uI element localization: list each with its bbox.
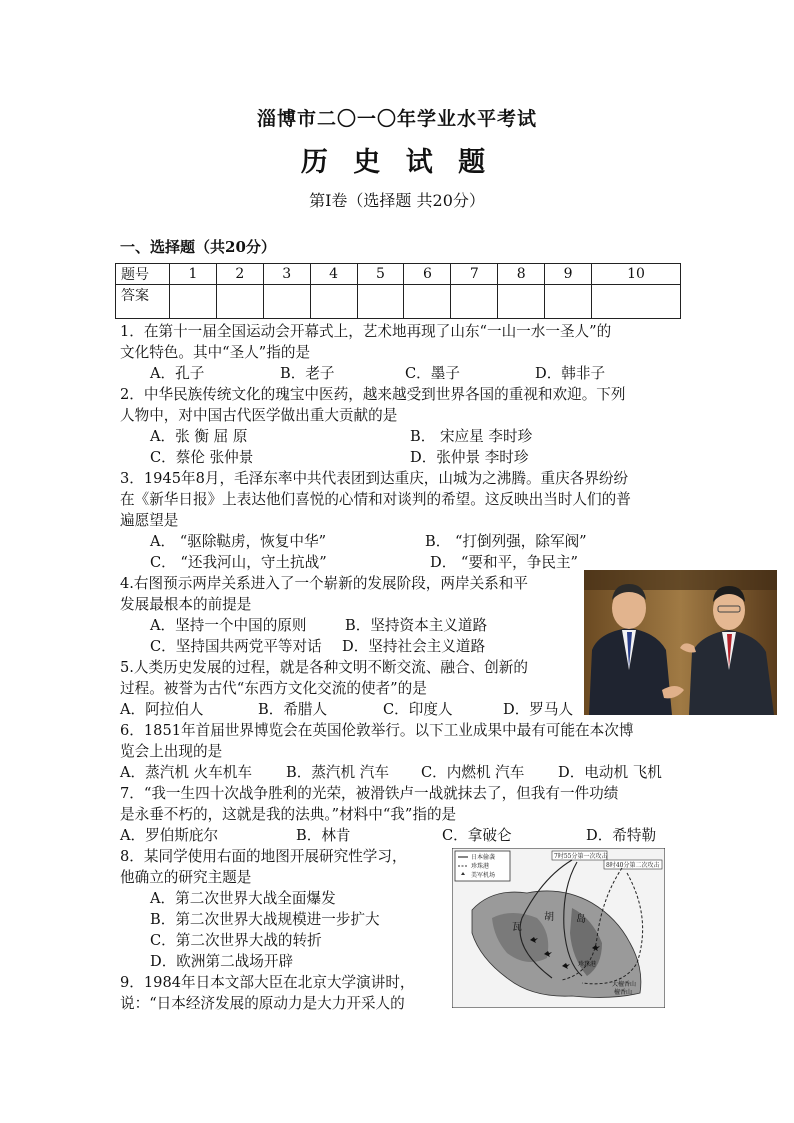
option-b: B．老子 [280, 365, 335, 382]
option-a: A．孔子 [150, 365, 205, 382]
option-a: A．第二次世界大战全面爆发 [150, 890, 336, 907]
question-text: 2．中华民族传统文化的瑰宝中医药，越来越受到世界各国的重视和欢迎。下列 [120, 386, 626, 403]
part-title: 第Ⅰ卷（选择题 共20分） [309, 191, 485, 210]
map-route-second: 8时40分第二次攻击 [606, 862, 660, 869]
option-a: A．阿拉伯人 [120, 701, 204, 718]
option-d: D．罗马人 [503, 701, 574, 718]
question-text: 在《新华日报》上表达他们喜悦的心情和对谈判的希望。这反映出当时人们的普 [120, 491, 631, 508]
answer-cell[interactable] [216, 285, 263, 319]
answer-cell[interactable] [310, 285, 357, 319]
question-number: 1 [170, 264, 217, 285]
question-text: 遍愿望是 [120, 512, 179, 529]
question-text: 览会上出现的是 [120, 743, 223, 760]
option-d: D．韩非子 [535, 365, 606, 382]
handshake-photo [584, 570, 777, 715]
map-legend-attack: 日本偷袭 [471, 854, 496, 861]
answer-cell[interactable] [404, 285, 451, 319]
option-b: B．坚持资本主义道路 [345, 617, 488, 634]
question-text: 过程。被誉为古代“东西方文化交流的使者”的是 [120, 680, 427, 697]
option-b: B．第二次世界大战规模进一步扩大 [150, 911, 380, 928]
exam-title: 淄博市二〇一〇年学业水平考试 [256, 108, 537, 130]
map-place-dao: 岛 [576, 914, 586, 925]
question-text: 他确立的研究主题是 [120, 869, 252, 886]
question-text: 1．在第十一届全国运动会开幕式上，艺术地再现了山东“一山一水一圣人”的 [120, 323, 612, 340]
question-text: 3．1945年8月，毛泽东率中共代表团到达重庆，山城为之沸腾。重庆各界纷纷 [120, 470, 629, 487]
option-d: D．希特勒 [586, 827, 657, 844]
question-number: 2 [216, 264, 263, 285]
option-d: D．张仲景 李时珍 [410, 449, 529, 466]
table-answer-label: 答案 [116, 285, 170, 319]
option-b: B． 宋应星 李时珍 [410, 428, 533, 445]
map-place-hu: 胡 [544, 912, 554, 923]
question-number: 9 [545, 264, 592, 285]
answer-table [115, 263, 681, 319]
option-c: C．印度人 [383, 701, 453, 718]
answer-cell[interactable] [263, 285, 310, 319]
question-number: 7 [451, 264, 498, 285]
option-a: A．蒸汽机 火车机车 [120, 764, 252, 781]
option-c: C．蔡伦 张仲景 [150, 449, 254, 466]
option-a: A． “驱除鞑虏，恢复中华” [150, 533, 327, 550]
question-number: 3 [263, 264, 310, 285]
map-legend-airfield: 美军机场 [471, 872, 496, 879]
subject-title: 历 史 试 题 [300, 147, 494, 178]
option-c: C．拿破仑 [442, 827, 512, 844]
map-place-honolulu-sub: 檀香山 [614, 989, 633, 996]
question-number: 5 [357, 264, 404, 285]
answer-cell[interactable] [592, 285, 681, 319]
option-b: B．林肯 [296, 827, 351, 844]
option-d: D．欧洲第二战场开辟 [150, 953, 294, 970]
map-place-pearl-harbor: 珍珠港 [578, 961, 597, 968]
question-text: 8．某同学使用右面的地图开展研究性学习， [120, 848, 407, 865]
option-c: C．第二次世界大战的转折 [150, 932, 322, 949]
question-text: 说：“日本经济发展的原动力是大力开采人的 [120, 995, 405, 1012]
option-b: B．蒸汽机 汽车 [286, 764, 389, 781]
question-number: 4 [310, 264, 357, 285]
option-c: C．坚持国共两党平等对话 [150, 638, 322, 655]
question-text: 7．“我一生四十次战争胜利的光荣，被滑铁卢一战就抹去了，但我有一件功绩 [120, 785, 619, 802]
option-d: D． “要和平，争民主” [430, 554, 579, 571]
section-title: 一、选择题（共20分） [120, 238, 276, 256]
option-a: A．张 衡 屈 原 [150, 428, 248, 445]
question-text: 是永垂不朽的，这就是我的法典。”材料中“我”指的是 [120, 806, 457, 823]
option-b: B．希腊人 [258, 701, 328, 718]
answer-cell[interactable] [498, 285, 545, 319]
table-header-label: 题号 [116, 264, 170, 285]
option-d: D．电动机 飞机 [558, 764, 662, 781]
question-text: 5.人类历史发展的过程，就是各种文明不断交流、融合、创新的 [120, 659, 528, 676]
option-a: A．坚持一个中国的原则 [150, 617, 307, 634]
question-number: 10 [592, 264, 681, 285]
option-d: D．坚持社会主义道路 [342, 638, 486, 655]
map-place-wa: 瓦 [512, 922, 522, 933]
answer-cell[interactable] [451, 285, 498, 319]
pearl-harbor-map [452, 848, 665, 1008]
question-text: 发展最根本的前提是 [120, 596, 252, 613]
option-a: A．罗伯斯庇尔 [120, 827, 219, 844]
answer-cell[interactable] [170, 285, 217, 319]
question-text: 9．1984年日本文部大臣在北京大学演讲时， [120, 974, 415, 991]
question-text: 人物中，对中国古代医学做出重大贡献的是 [120, 407, 398, 424]
option-c: C． “还我河山，守土抗战” [150, 554, 327, 571]
option-b: B． “打倒列强，除军阀” [425, 533, 587, 550]
map-route-first: 7时55分第一次攻击 [554, 853, 608, 860]
answer-cell[interactable] [357, 285, 404, 319]
option-c: C．墨子 [405, 365, 460, 382]
map-legend-harbor: 珍珠港 [471, 863, 490, 870]
question-number: 6 [404, 264, 451, 285]
question-text: 4.右图预示两岸关系进入了一个崭新的发展阶段，两岸关系和平 [120, 575, 528, 592]
question-text: 6．1851年首届世界博览会在英国伦敦举行。以下工业成果中最有可能在本次博 [120, 722, 634, 739]
option-c: C．内燃机 汽车 [421, 764, 525, 781]
map-place-honolulu: 大檀香山 [612, 981, 637, 988]
question-number: 8 [498, 264, 545, 285]
question-text: 文化特色。其中“圣人”指的是 [120, 344, 311, 361]
answer-cell[interactable] [545, 285, 592, 319]
